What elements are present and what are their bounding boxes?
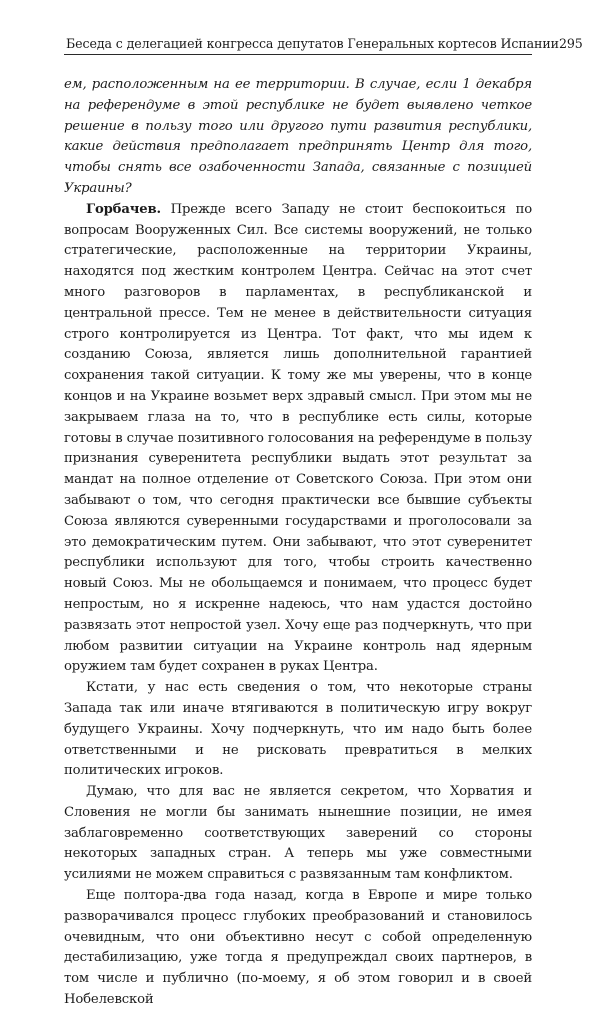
body-text [64,75,532,1011]
question-paragraph: ем, расположенным на ее территории. В случае, если 1 декабря на референдуме в этой республике не будет выявлено четкое решение в пользу того или другого пути развития республики, какие действия предполагает предпринять Центр для того, чтобы снять все озабоченности Запада, связанные с позицией Украины? [64,77,532,196]
answer-text: Прежде всего Западу не стоит беспокоиться по вопросам Вооруженных Сил. Все системы вооружений, не только стратегические, расположенные на территории Украины, находятся под жестким контролем Центра. Сейчас на этот счет много разговоров в парламентах, в республиканской и центральной прессе. Тем не менее в действительности ситуация строго контролируется из Центра. Тот факт, что мы идем к созданию Союза, является лишь дополнительной гарантией сохранения такой ситуации. К тому же мы уверены, что в конце концов и на Украине возьмет верх здравый смысл. При этом мы не закрываем глаза на то, что в республике есть силы, которые готовы в случае позитивного голосования на референдуме в пользу признания суверенитета республики выдать этот результат за мандат на полное отделение от Советского Союза. При этом они забывают о том, что сегодня практически все бывшие субъекты Союза являются суверенными государствами и проголосовали за это демократическим путем. Они забывают, что этот суверенитет республики используют для того, чтобы строить качественно новый Союз. Мы не обольщаемся и понимаем, что процесс будет непростым, но я искренне надеюсь, что нам удастся достойно развязать этот непростой узел. Хочу еще раз подчеркнуть, что при любом развитии ситуации на Украине контроль над ядерным оружием там будет сохранен в руках Центра. [64,201,532,675]
book-page [64,30,583,1008]
body-paragraph: Кстати, у нас есть сведения о том, что некоторые страны Запада так или иначе втягиваются в политическую игру вокруг будущего Украины. Хочу подчеркнуть, что им надо быть более ответственными и не рисковать превратиться в мелких политических игроков. [64,680,532,779]
speaker-name: Горбачев. [86,201,161,217]
running-head [64,30,583,55]
body-paragraph: Еще полтора-два года назад, когда в Европе и мире только разворачивался процесс глубоких преобразований и становилось очевидным, что они объективно несут с собой определенную дестабилизацию, уже тогда я предупреждал своих партнеров, в том числе и публично (по-моему, я об этом говорил и в своей Нобелевской [64,888,532,1008]
page-number: 295 [558,36,583,51]
running-head-title: Беседа с делегацией конгресса депутатов Генеральных кортесов Испании [66,36,559,51]
answer-paragraph [64,200,532,678]
body-paragraph: Думаю, что для вас не является секретом, что Хорватия и Словения не могли бы занимать нынешние позиции, не имея заблаговременно соответствующих заверений со стороны некоторых западных стран. А теперь мы уже совместными усилиями не можем справиться с развязанным там конфликтом. [64,784,532,883]
